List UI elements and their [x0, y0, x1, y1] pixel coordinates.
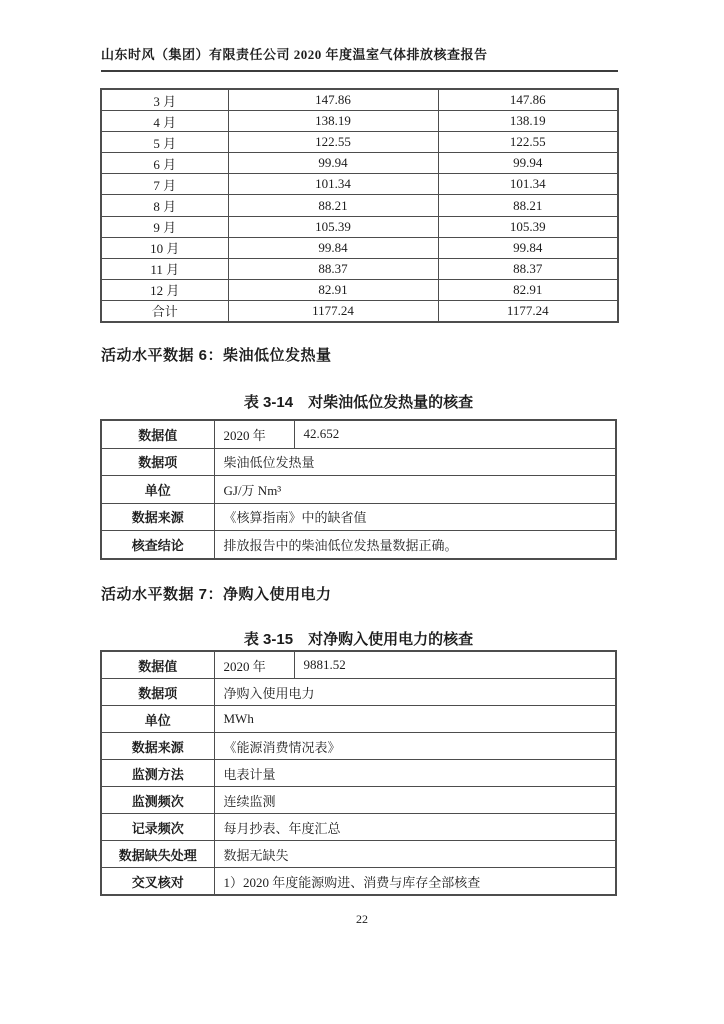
value-cell: 138.19 — [438, 111, 618, 132]
table-3-15-caption: 表 3-15 对净购入使用电力的核查 — [243, 631, 474, 648]
month-cell: 7 月 — [101, 174, 228, 195]
field-value: 1）2020 年度能源购进、消费与库存全部核查 — [214, 868, 616, 896]
table-row — [101, 216, 618, 237]
field-label: 核查结论 — [101, 531, 214, 559]
field-label: 单位 — [101, 706, 214, 733]
value-cell: 1177.24 — [228, 300, 438, 322]
month-cell: 6 月 — [101, 153, 228, 174]
month-cell: 9 月 — [101, 216, 228, 237]
field-value: 每月抄表、年度汇总 — [214, 814, 616, 841]
field-year: 2020 年 — [214, 420, 294, 448]
table-row — [101, 195, 618, 216]
field-value: 9881.52 — [294, 651, 616, 679]
value-cell: 88.37 — [228, 258, 438, 279]
table-row — [101, 420, 616, 448]
table-3-14 — [100, 419, 617, 560]
table-row — [101, 841, 616, 868]
value-cell: 88.21 — [438, 195, 618, 216]
value-cell: 105.39 — [438, 216, 618, 237]
month-cell: 合计 — [101, 300, 228, 322]
table-row — [101, 868, 616, 896]
field-label: 交叉核对 — [101, 868, 214, 896]
value-cell: 1177.24 — [438, 300, 618, 322]
table-row — [101, 174, 618, 195]
value-cell: 99.84 — [228, 237, 438, 258]
field-label: 监测频次 — [101, 787, 214, 814]
value-cell: 88.21 — [228, 195, 438, 216]
field-value: 连续监测 — [214, 787, 616, 814]
value-cell: 101.34 — [438, 174, 618, 195]
value-cell: 82.91 — [228, 279, 438, 300]
table-3-15 — [100, 650, 617, 896]
value-cell: 99.84 — [438, 237, 618, 258]
field-label: 数据项 — [101, 448, 214, 476]
table-row — [101, 503, 616, 531]
month-cell: 4 月 — [101, 111, 228, 132]
value-cell: 99.94 — [228, 153, 438, 174]
field-label: 监测方法 — [101, 760, 214, 787]
table-row — [101, 132, 618, 153]
value-cell: 101.34 — [228, 174, 438, 195]
field-value: 净购入使用电力 — [214, 679, 616, 706]
table-row — [101, 760, 616, 787]
monthly-values-table — [100, 88, 619, 323]
field-value: 排放报告中的柴油低位发热量数据正确。 — [214, 531, 616, 559]
field-value: 柴油低位发热量 — [214, 448, 616, 476]
table-row-total — [101, 300, 618, 322]
value-cell: 147.86 — [438, 89, 618, 111]
field-value: 电表计量 — [214, 760, 616, 787]
value-cell: 99.94 — [438, 153, 618, 174]
field-label: 数据来源 — [101, 733, 214, 760]
field-label: 数据项 — [101, 679, 214, 706]
field-label: 数据缺失处理 — [101, 841, 214, 868]
field-year: 2020 年 — [214, 651, 294, 679]
table-row — [101, 706, 616, 733]
field-value: GJ/万 Nm³ — [214, 476, 616, 504]
month-cell: 5 月 — [101, 132, 228, 153]
value-cell: 147.86 — [228, 89, 438, 111]
table-row — [101, 531, 616, 559]
value-cell: 122.55 — [438, 132, 618, 153]
month-cell: 3 月 — [101, 89, 228, 111]
field-value: 《核算指南》中的缺省值 — [214, 503, 616, 531]
field-label: 数据来源 — [101, 503, 214, 531]
field-label: 单位 — [101, 476, 214, 504]
field-value: 《能源消费情况表》 — [214, 733, 616, 760]
field-label: 记录频次 — [101, 814, 214, 841]
value-cell: 138.19 — [228, 111, 438, 132]
table-3-14-caption: 表 3-14 对柴油低位发热量的核查 — [243, 394, 474, 411]
field-label: 数据值 — [101, 420, 214, 448]
table-row — [101, 651, 616, 679]
table-row — [101, 258, 618, 279]
month-cell: 11 月 — [101, 258, 228, 279]
section-heading-activity-data-7: 活动水平数据 7：净购入使用电力 — [101, 586, 332, 603]
table-row — [101, 787, 616, 814]
table-row — [101, 679, 616, 706]
value-cell: 105.39 — [228, 216, 438, 237]
field-value: 数据无缺失 — [214, 841, 616, 868]
table-row — [101, 448, 616, 476]
field-label: 数据值 — [101, 651, 214, 679]
month-cell: 8 月 — [101, 195, 228, 216]
value-cell: 122.55 — [228, 132, 438, 153]
table-row — [101, 89, 618, 111]
page-number: 22 — [356, 912, 368, 926]
field-value: MWh — [214, 706, 616, 733]
table-row — [101, 279, 618, 300]
month-cell: 12 月 — [101, 279, 228, 300]
table-row — [101, 111, 618, 132]
field-value: 42.652 — [294, 420, 616, 448]
table-row — [101, 814, 616, 841]
table-row — [101, 476, 616, 504]
table-row — [101, 733, 616, 760]
month-cell: 10 月 — [101, 237, 228, 258]
table-row — [101, 153, 618, 174]
value-cell: 88.37 — [438, 258, 618, 279]
section-heading-activity-data-6: 活动水平数据 6：柴油低位发热量 — [101, 347, 332, 364]
document-header-title: 山东时风（集团）有限责任公司 2020 年度温室气体排放核查报告 — [101, 44, 618, 72]
table-row — [101, 237, 618, 258]
value-cell: 82.91 — [438, 279, 618, 300]
